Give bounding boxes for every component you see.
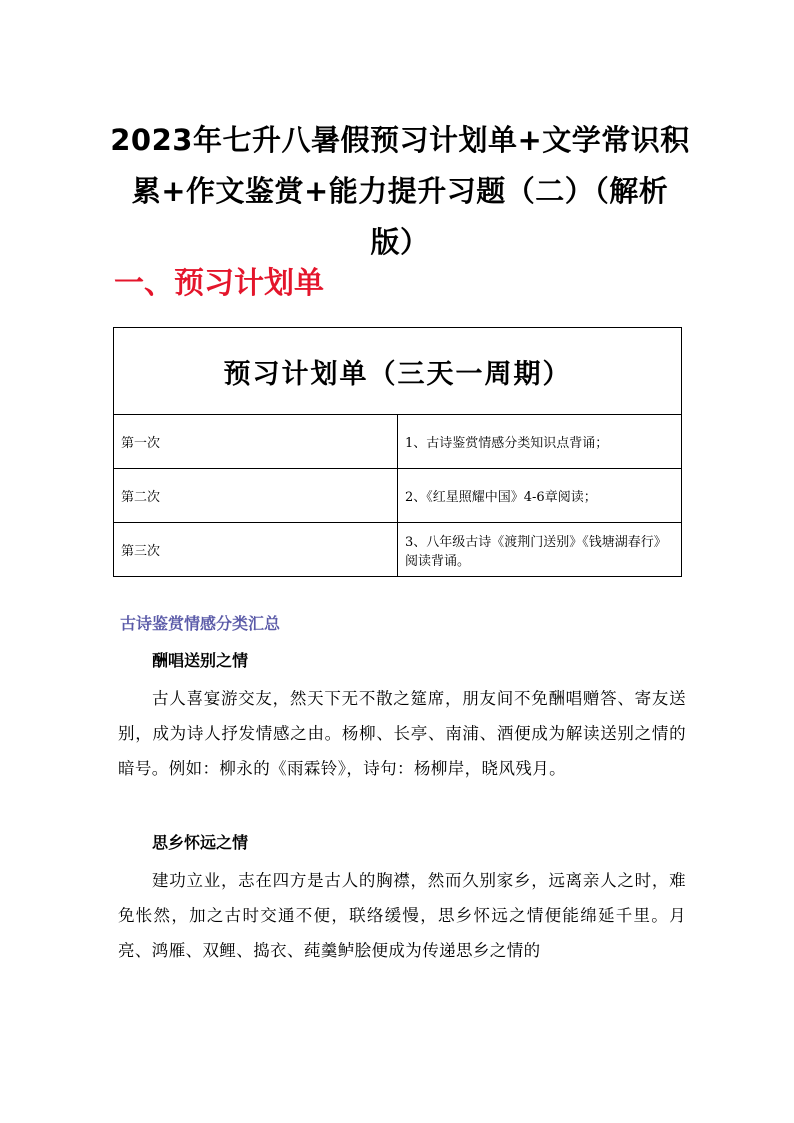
emotion-paragraph: 建功立业，志在四方是古人的胸襟，然而久别家乡，远离亲人之时，难免怅然，加之古时交通不便，联络缓慢，思乡怀远之情便能绵延千里。月亮、鸿雁、双鲤、捣衣、莼羹鲈脍便成为传递思乡之情的 [118,871,686,960]
summary-heading: 古诗鉴赏情感分类汇总 [120,614,281,633]
section-heading: 一、预习计划单 [114,266,324,301]
document-title: 2023年七升八暑假预习计划单+文学常识积累+作文鉴赏+能力提升习题（二）（解析版） [110,123,690,259]
plan-task: 1、古诗鉴赏情感分类知识点背诵； [398,415,682,469]
plan-day: 第一次 [114,415,398,469]
emotion-section-farewell [118,648,686,786]
plan-task: 2、《红星照耀中国》4-6章阅读； [398,469,682,523]
plan-task: 3、八年级古诗《渡荆门送别》《钱塘湖春行》阅读背诵。 [398,523,682,577]
plan-table [113,327,682,577]
table-row [114,523,682,577]
table-row [114,469,682,523]
emotion-section-homesick [118,830,686,968]
plan-day: 第二次 [114,469,398,523]
plan-table-title: 预习计划单（三天一周期） [114,328,682,415]
plan-day: 第三次 [114,523,398,577]
emotion-paragraph: 古人喜宴游交友，然天下无不散之筵席，朋友间不免酬唱赠答、寄友送别，成为诗人抒发情感之由。杨柳、长亭、南浦、酒便成为解读送别之情的暗号。例如：柳永的《雨霖铃》，诗句：杨柳岸，晓风残月。 [118,689,686,778]
emotion-heading: 思乡怀远之情 [152,833,249,852]
table-row [114,415,682,469]
emotion-heading: 酬唱送别之情 [152,651,249,670]
